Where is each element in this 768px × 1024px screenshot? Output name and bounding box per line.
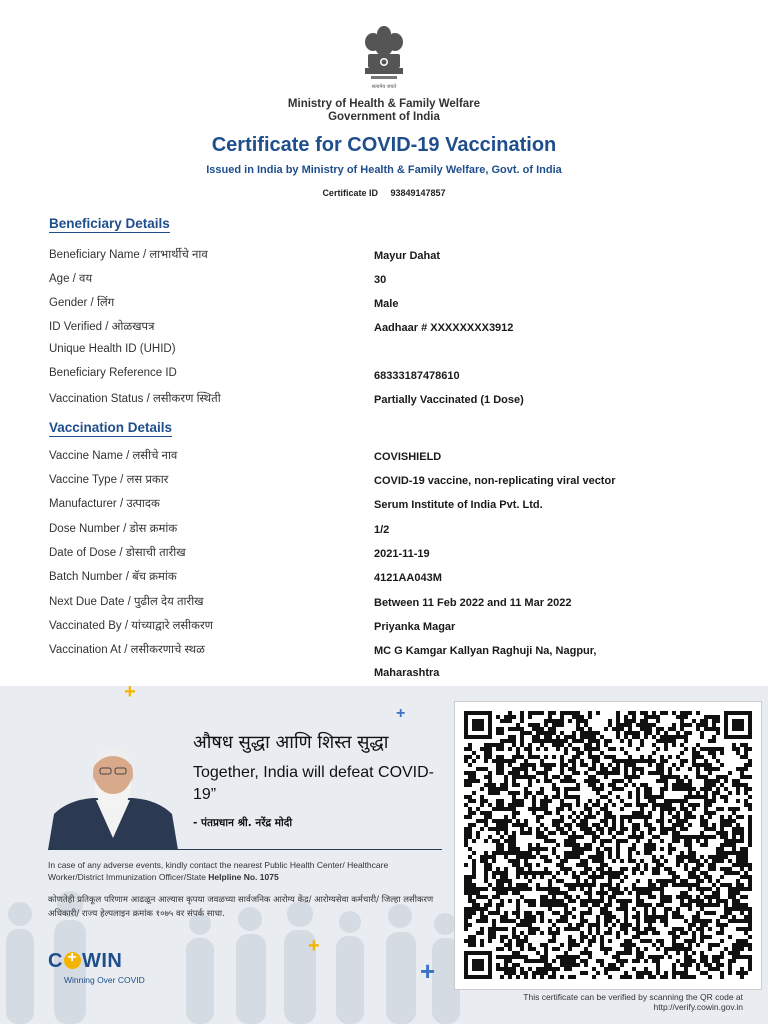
slogan-english: Together, India will defeat COVID-19” (193, 764, 435, 803)
row-label: Next Due Date / पुढील देय तारीख (49, 596, 204, 608)
row-label: Vaccine Name / लसीचे नाव (49, 450, 178, 462)
verify-note (440, 992, 743, 1012)
row-label: Manufacturer / उत्पादक (49, 498, 160, 510)
row-label: Dose Number / डोस क्रमांक (49, 523, 178, 535)
beneficiary-row (49, 343, 729, 363)
ministry-name: Ministry of Health & Family Welfare (287, 98, 481, 110)
vaccination-row (49, 618, 729, 638)
qr-modules (464, 711, 752, 979)
ministry-header (0, 98, 768, 124)
adverse-events-notice-mr: कोणतेही प्रतिकूल परिणाम आढळून आल्यास कृपया जवळच्या सार्वजनिक आरोग्य केंद्र/ आरोग्यसेवा कर्मचारी/ जिल्हा लसीकरण अधिकारी/ राज्य हेल्पलाइन क्रमांक १०७५ वर संपर्क साधा. (48, 895, 434, 919)
vaccination-row (49, 642, 729, 686)
row-value: Male (374, 298, 399, 310)
row-label: Date of Dose / डोसाची तारीख (49, 547, 186, 559)
plus-icon: + (420, 956, 436, 986)
vaccination-row (49, 496, 729, 516)
row-value: Aadhaar # XXXXXXXX3912 (374, 322, 514, 334)
beneficiary-section-title: Beneficiary Details (49, 216, 170, 231)
footer-panel (0, 686, 768, 1024)
beneficiary-row (49, 367, 729, 387)
plus-icon: + (308, 935, 320, 957)
adverse-events-notice-en (48, 860, 438, 883)
vaccination-row (49, 545, 729, 565)
government-name: Government of India (328, 111, 440, 123)
row-label: Beneficiary Name / लाभार्थीचे नाव (49, 249, 208, 261)
beneficiary-row (49, 271, 729, 291)
cowin-plus-circle (64, 952, 81, 969)
qr-code-icon (464, 711, 752, 980)
beneficiary-row (49, 319, 729, 339)
row-value: MC G Kamgar Kallyan Raghuji Na, Nagpur, Maharashtra (374, 645, 597, 679)
qr-finder-pattern (464, 951, 492, 979)
verify-text: This certificate can be verified by scanning the QR code at (523, 992, 743, 1002)
verify-url[interactable]: http://verify.cowin.gov.in (653, 1002, 743, 1012)
row-label: Gender / लिंग (49, 297, 115, 309)
row-value: Partially Vaccinated (1 Dose) (374, 394, 524, 406)
row-value: COVISHIELD (374, 451, 442, 463)
certificate-id-label: Certificate ID (322, 188, 378, 198)
helpline-number: Helpline No. 1075 (208, 871, 279, 882)
plus-icon: + (124, 686, 136, 703)
row-value: Serum Institute of India Pvt. Ltd. (374, 499, 543, 511)
issued-by: Issued in India by Ministry of Health & Family Welfare, Govt. of India (206, 164, 562, 176)
row-value: COVID-19 vaccine, non-replicating viral vector (374, 475, 616, 487)
cowin-tagline: Winning Over COVID (64, 975, 145, 985)
row-value: Priyanka Magar (374, 621, 456, 633)
row-label: Vaccine Type / लस प्रकार (49, 474, 169, 486)
row-value: Between 11 Feb 2022 and 11 Mar 2022 (374, 597, 572, 609)
vaccination-row (49, 594, 729, 614)
slogan-marathi: औषध सुद्धा आणि शिस्त सुद्धा (193, 732, 389, 753)
certificate-id-value: 93849147857 (390, 188, 446, 198)
beneficiary-row (49, 247, 729, 267)
footer-divider (48, 849, 442, 850)
certificate-id (0, 188, 768, 198)
row-label: ID Verified / ओळखपत्र (49, 321, 155, 333)
row-label: Beneficiary Reference ID (49, 367, 177, 379)
vaccination-section-title: Vaccination Details (49, 420, 173, 435)
row-label: Vaccinated By / यांच्याद्वारे लसीकरण (49, 620, 213, 632)
certificate-title: Certificate for COVID-19 Vaccination (211, 134, 557, 156)
row-label: Vaccination Status / लसीकरण स्थिती (49, 393, 221, 405)
row-value: 30 (374, 274, 387, 286)
adverse-notice-text: In case of any adverse events, kindly contact the nearest Public Health Center/ Healthcare Worker/District Immunization Officer/State (48, 860, 389, 882)
row-label: Batch Number / बॅच क्रमांक (49, 571, 177, 583)
row-label: Age / वय (49, 273, 93, 285)
qr-finder-pattern (724, 711, 752, 739)
vaccination-row (49, 521, 729, 541)
row-value: 68333187478610 (374, 370, 460, 382)
pm-portrait-image (48, 738, 178, 850)
cowin-logo-icon (48, 950, 122, 973)
row-value: Mayur Dahat (374, 250, 441, 262)
row-value: 1/2 (374, 524, 390, 536)
beneficiary-row (49, 295, 729, 315)
row-label: Vaccination At / लसीकरणाचे स्थळ (49, 644, 205, 656)
row-value: 2021-11-19 (374, 548, 430, 560)
vaccination-row (49, 448, 729, 468)
qr-code-container (454, 701, 762, 990)
vaccination-row (49, 472, 729, 492)
plus-icon: + (396, 705, 406, 722)
vaccination-row (49, 569, 729, 589)
cowin-logo-prefix: C (48, 950, 63, 972)
row-value: 4121AA043M (374, 572, 442, 584)
beneficiary-row (49, 391, 729, 411)
qr-finder-pattern (464, 711, 492, 739)
row-label: Unique Health ID (UHID) (49, 343, 176, 355)
emblem-motto: सत्यमेव जयते (371, 84, 397, 90)
pm-attribution: - पंतप्रधान श्री. नरेंद्र मोदी (193, 817, 293, 829)
cowin-logo-suffix: WIN (81, 950, 123, 972)
